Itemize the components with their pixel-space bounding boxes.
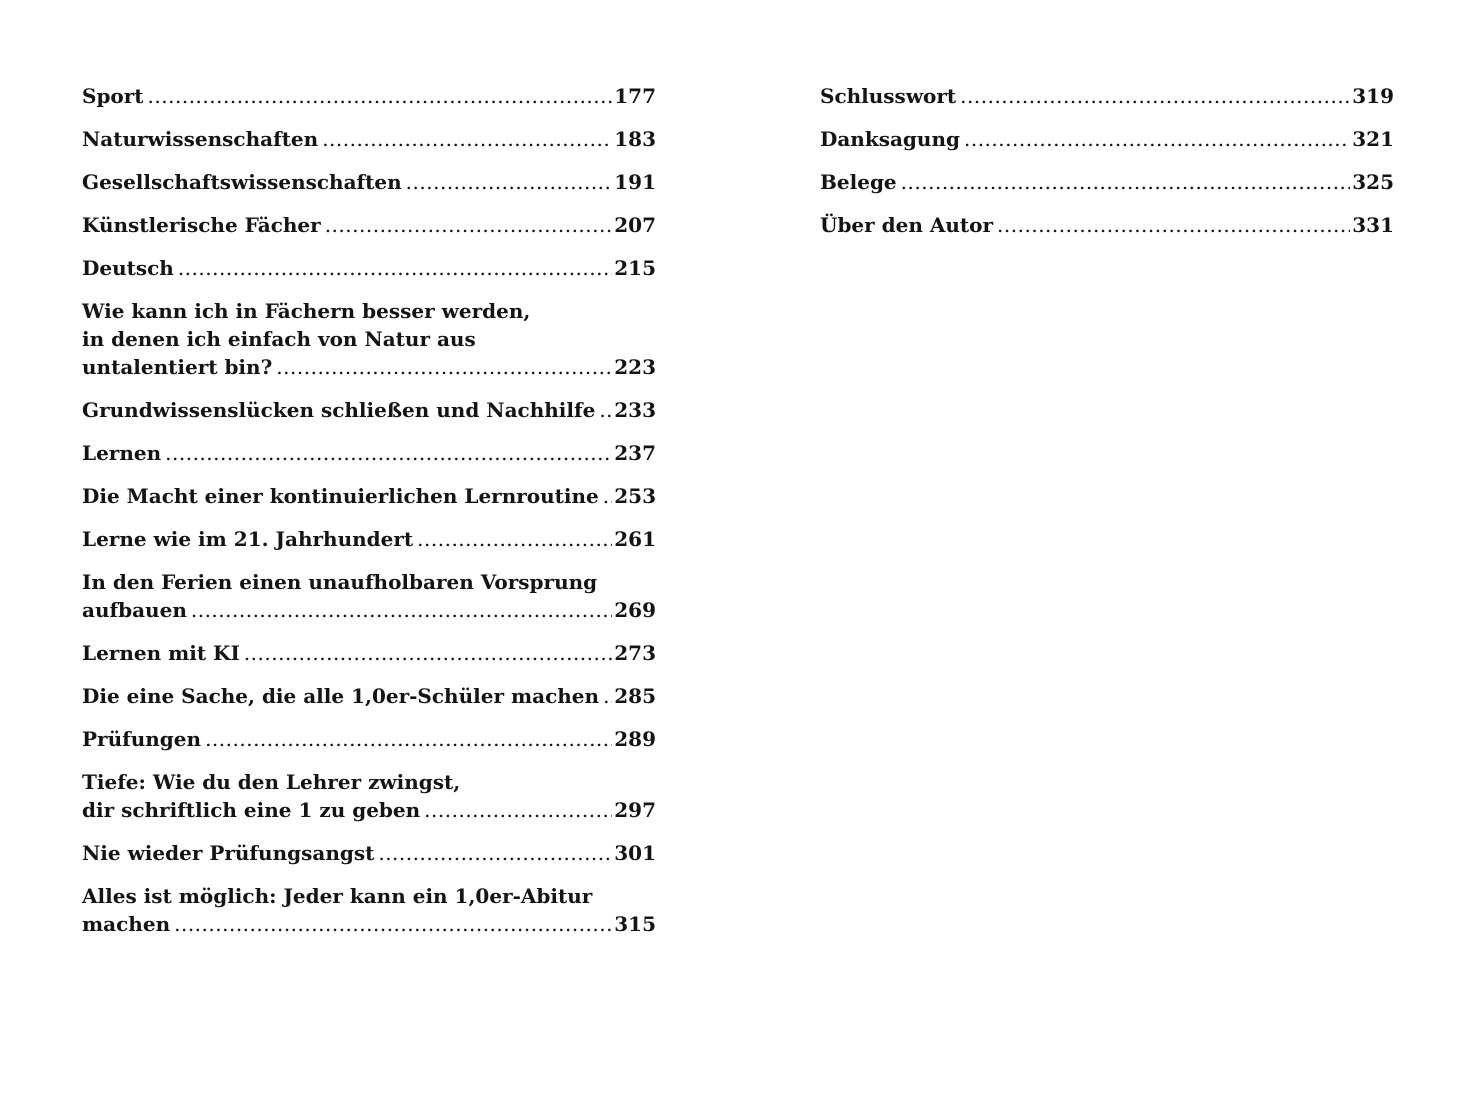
dot-leader [997,211,1350,239]
toc-entry-last-line [82,396,656,424]
dot-leader [378,839,612,867]
toc-entry-page-number: 177 [614,84,656,108]
toc-entry-last-line [82,211,656,239]
toc-entry-page-number: 215 [614,256,656,280]
toc-entry-last-line [82,639,656,667]
toc-entry-page-number: 223 [614,355,656,379]
dot-leader [325,211,613,239]
toc-entry [82,297,656,381]
toc-entry-last-line [82,682,656,710]
dot-leader [322,125,612,153]
toc-entry-title-line: Tiefe: Wie du den Lehrer zwingst, [82,770,461,794]
toc-entry-title: dir schriftlich eine 1 zu geben [82,798,421,822]
toc-entry [82,768,656,824]
toc-entry-page-number: 325 [1352,170,1394,194]
toc-entry-page-number: 237 [614,441,656,465]
dot-leader [406,168,613,196]
toc-entry-title: Sport [82,84,144,108]
dot-leader [603,682,612,710]
toc-entry-last-line [82,525,656,553]
dot-leader [424,796,612,824]
toc-entry [820,82,1394,110]
toc-entry-last-line [82,353,656,381]
toc-entry-last-line [820,168,1394,196]
toc-entry-page-number: 285 [614,684,656,708]
dot-leader [205,725,612,753]
toc-entry [820,168,1394,196]
toc-entry-page-number: 269 [614,598,656,622]
toc-entry-title: untalentiert bin? [82,355,273,379]
toc-entry-title: Lerne wie im 21. Jahrhundert [82,527,414,551]
toc-entry-last-line [82,839,656,867]
dot-leader [964,125,1350,153]
toc-entry-title: Über den Autor [820,213,994,237]
toc-entry-page-number: 233 [614,398,656,422]
toc-entry-title-line: Alles ist möglich: Jeder kann ein 1,0er-Abitur [82,884,593,908]
toc-entry-title: Prüfungen [82,727,202,751]
toc-entry-page-number: 315 [614,912,656,936]
toc-entry [82,839,656,867]
toc-entry-last-line [820,211,1394,239]
toc-entry-title: Lernen [82,441,162,465]
toc-entry [82,254,656,282]
toc-entry [82,682,656,710]
toc-entry-last-line [82,796,656,824]
toc-entry-page-number: 191 [614,170,656,194]
toc-entry-title: Gesellschaftswissenschaften [82,170,402,194]
toc-entry [82,211,656,239]
toc-entry-title: Nie wieder Prüfungsangst [82,841,375,865]
toc-entry-page-number: 261 [614,527,656,551]
toc-entry-page-number: 289 [614,727,656,751]
toc-left-column [82,82,656,953]
toc-entry [820,125,1394,153]
toc-entry-title: Künstlerische Fächer [82,213,321,237]
toc-entry-page-number: 297 [614,798,656,822]
toc-entry [82,82,656,110]
toc-entry-last-line [82,596,656,624]
toc-entry-last-line [82,439,656,467]
toc-entry-last-line [820,125,1394,153]
toc-entry-title-line: In den Ferien einen unaufholbaren Vorsprung [82,570,598,594]
toc-entry-last-line [82,168,656,196]
toc-entry-last-line [82,910,656,938]
toc-entry-title: Lernen mit KI [82,641,240,665]
dot-leader [178,254,612,282]
dot-leader [174,910,612,938]
dot-leader [603,482,612,510]
dot-leader [191,596,612,624]
toc-entry-last-line [82,125,656,153]
toc-entry-last-line [82,725,656,753]
toc-entry-page-number: 301 [614,841,656,865]
dot-leader [276,353,612,381]
toc-entry-last-line [82,82,656,110]
toc-entry-title-line: in denen ich einfach von Natur aus [82,327,476,351]
toc-entry-page-number: 207 [614,213,656,237]
toc-entry-title: Deutsch [82,256,174,280]
dot-leader [960,82,1350,110]
dot-leader [599,396,612,424]
toc-entry-title: Die Macht einer kontinuierlichen Lernroutine [82,484,599,508]
toc-entry-page-number: 183 [614,127,656,151]
toc-entry [82,525,656,553]
dot-leader [165,439,612,467]
toc-entry-title: Die eine Sache, die alle 1,0er-Schüler machen [82,684,600,708]
toc-entry [82,482,656,510]
toc-entry [82,568,656,624]
toc-entry-title: Danksagung [820,127,960,151]
toc-entry-page-number: 273 [614,641,656,665]
toc-entry [82,639,656,667]
toc-entry-page-number: 253 [614,484,656,508]
toc-entry-title-line: Wie kann ich in Fächern besser werden, [82,299,531,323]
toc-entry-last-line [820,82,1394,110]
toc-entry [82,396,656,424]
toc-entry [82,725,656,753]
toc-entry-page-number: 319 [1352,84,1394,108]
dot-leader [417,525,612,553]
toc-entry-page-number: 331 [1352,213,1394,237]
toc-entry-page-number: 321 [1352,127,1394,151]
toc-entry-title: machen [82,912,171,936]
dot-leader [148,82,613,110]
toc-entry-last-line [82,482,656,510]
toc-entry-title: aufbauen [82,598,187,622]
toc-entry [82,439,656,467]
toc-entry-title: Belege [820,170,897,194]
toc-entry-last-line [82,254,656,282]
toc-entry-title: Schlusswort [820,84,957,108]
toc-entry [82,125,656,153]
toc-right-column [820,82,1394,254]
toc-entry [820,211,1394,239]
dot-leader [244,639,612,667]
toc-entry [82,168,656,196]
dot-leader [901,168,1351,196]
toc-entry-title: Grundwissenslücken schließen und Nachhilfe [82,398,596,422]
toc-entry-title: Naturwissenschaften [82,127,319,151]
toc-entry [82,882,656,938]
